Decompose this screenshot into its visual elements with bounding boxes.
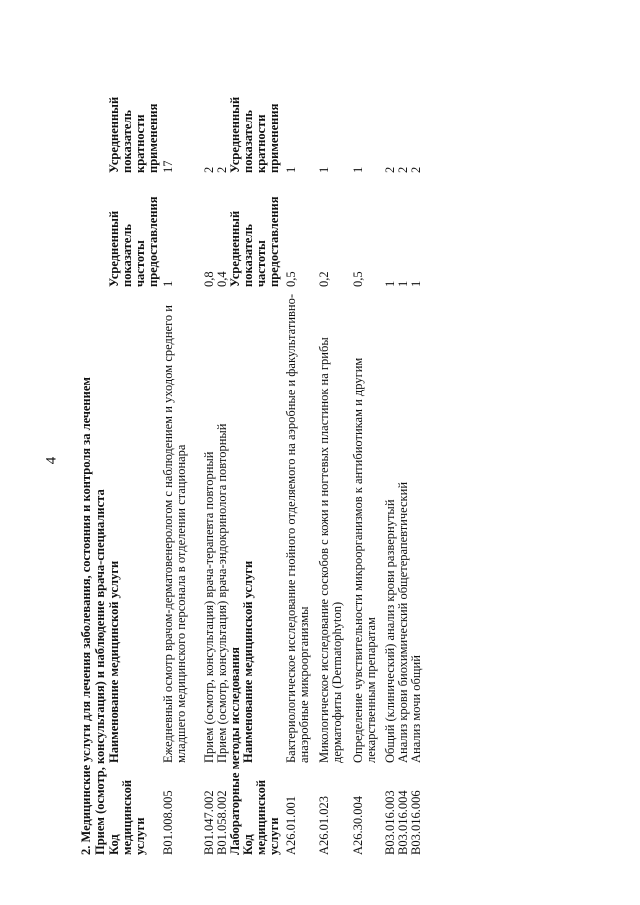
table-row-code: B03.016.006	[409, 790, 423, 855]
table-row-code: B01.047.002	[202, 790, 216, 855]
header-name: Наименование медицинской услуги	[241, 560, 255, 763]
table-row-multiplicity: 1	[351, 166, 365, 173]
table-row-frequency: 0,2	[317, 271, 331, 287]
header-multiplicity: Усредненный показатель кратности применения	[228, 96, 281, 173]
table-row-code: A26.01.023	[317, 795, 331, 855]
header-multiplicity: Усредненный показатель кратности применения	[107, 96, 160, 173]
table-row-frequency: 1	[383, 280, 397, 287]
page-number: 4	[43, 456, 60, 465]
table-row-frequency: 0,5	[284, 271, 298, 287]
table-row-multiplicity: 2	[215, 166, 229, 173]
table-row-frequency: 1	[161, 280, 175, 287]
table-row-code: B01.008.005	[161, 790, 175, 855]
table-row-code: B01.058.002	[215, 790, 229, 855]
table-row-code: B03.016.004	[396, 790, 410, 855]
table-row-name: Анализ мочи общий	[409, 655, 423, 763]
table-row-name: Прием (осмотр, консультация) врача-терапевта повторный	[202, 451, 216, 763]
table-row-frequency: 0,8	[202, 271, 216, 287]
subsection-title-lab: Лабораторные методы исследования	[228, 647, 242, 855]
table-row-multiplicity: 17	[161, 160, 175, 173]
table-row-name: Ежедневный осмотр врачом-дерматовенерологом с наблюдением и уходом среднего и младшего медицинского персонала в отделении стационара	[161, 305, 188, 763]
table-row-frequency: 1	[409, 280, 423, 287]
subsection-title-consult: Прием (осмотр, консультация) и наблюдение врача-специалиста	[93, 489, 107, 855]
header-frequency: Усредненный показатель частоты предоставления	[107, 196, 160, 287]
table-row-multiplicity: 2	[202, 166, 216, 173]
table-row-name: Общий (клинический) анализ крови развернутый	[383, 499, 397, 763]
table-row-name: Микологическое исследование соскобов с кожи и ногтевых пластинок на грибы дерматофиты (Dermatophyton)	[317, 337, 344, 763]
header-name: Наименование медицинской услуги	[107, 560, 121, 763]
table-row-multiplicity: 1	[284, 166, 298, 173]
table-row-code: A26.30.004	[351, 795, 365, 855]
table-row-frequency: 0,5	[351, 271, 365, 287]
table-row-name: Бактериологическое исследование гнойного отделяемого на аэробные и факультативно-анаэробные микроорганизмы	[284, 293, 311, 763]
table-row-code: A26.01.001	[284, 795, 298, 855]
table-row-name: Прием (осмотр, консультация) врача-эндокринолога повторный	[215, 423, 229, 763]
table-row-multiplicity: 2	[383, 166, 397, 173]
header-code: Код медицинской услуги	[241, 779, 281, 855]
table-row-multiplicity: 1	[317, 166, 331, 173]
table-row-name: Определение чувствительности микроорганизмов к антибиотикам и другим лекарственным препаратам	[351, 357, 378, 763]
table-row-name: Анализ крови биохимический общетерапевтический	[396, 481, 410, 763]
table-row-multiplicity: 2	[396, 166, 410, 173]
header-frequency: Усредненный показатель частоты предоставления	[228, 196, 281, 287]
table-row-frequency: 1	[396, 280, 410, 287]
header-code: Код медицинской услуги	[107, 779, 147, 855]
section-title: 2. Медицинские услуги для лечения заболевания, состояния и контроля за лечением	[79, 377, 93, 855]
table-row-frequency: 0,4	[215, 271, 229, 287]
document-sheet	[80, 75, 550, 855]
table-row-code: B03.016.003	[383, 790, 397, 855]
table-row-multiplicity: 2	[409, 166, 423, 173]
